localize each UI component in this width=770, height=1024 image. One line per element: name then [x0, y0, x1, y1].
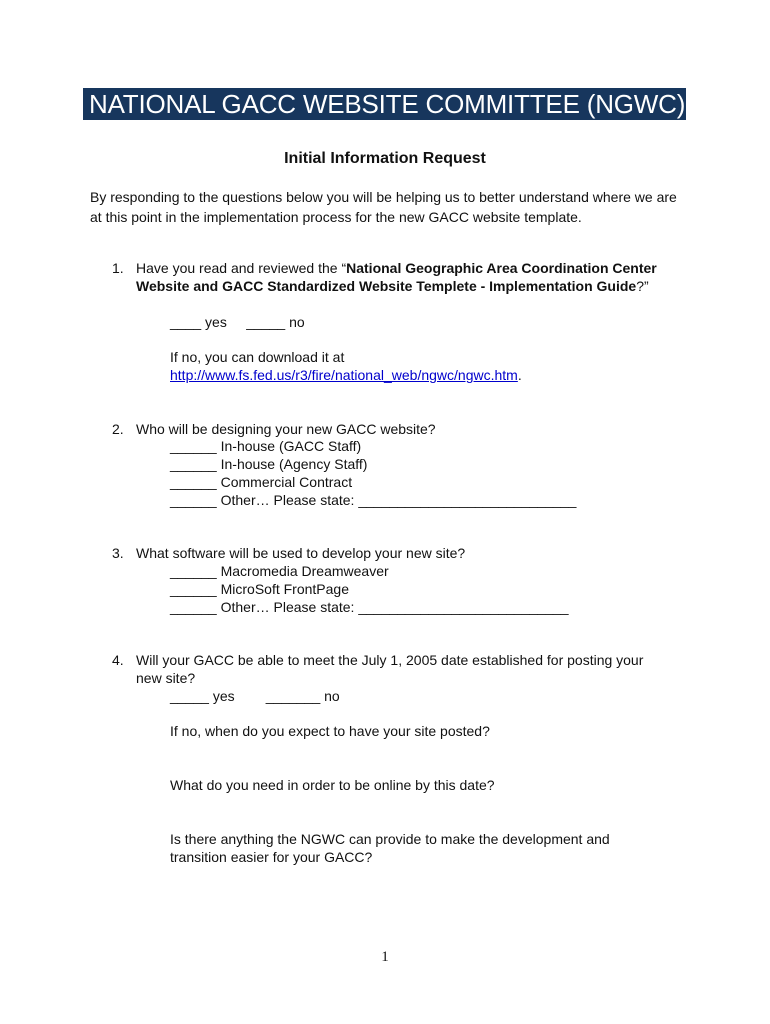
question-4 — [112, 651, 652, 687]
option-line: ______ In-house (GACC Staff) — [170, 438, 362, 454]
question-text: Who will be designing your new GACC website? — [136, 421, 436, 437]
question-1 — [112, 259, 672, 295]
option-line: ______ Macromedia Dreamweaver — [170, 563, 389, 579]
question-text-post: ?” — [636, 278, 649, 294]
yes-no-options: ____ yes _____ no — [170, 314, 305, 330]
link-period: . — [517, 367, 522, 383]
question-3 — [112, 544, 672, 562]
yes-no-options: _____ yes _______ no — [170, 688, 340, 704]
question-number: 1. — [112, 260, 124, 276]
followup-question: Is there anything the NGWC can provide to make the development and transition easier for your GACC? — [170, 831, 610, 865]
question-text-pre: Have you read and reviewed the “ — [136, 260, 347, 276]
question-text — [136, 259, 672, 295]
option-line: ______ In-house (Agency Staff) — [170, 456, 368, 472]
followup-question: If no, when do you expect to have your site posted? — [170, 723, 490, 739]
guide-title: National Geographic Area Coordination Center Website and GACC Standardized Website Templete - Implementation Guide — [136, 260, 657, 294]
question-text: Will your GACC be able to meet the July 1, 2005 date established for posting your new site? — [136, 652, 644, 686]
option-line: ______ MicroSoft FrontPage — [170, 581, 349, 597]
option-line: ______ Commercial Contract — [170, 474, 353, 490]
question-text: What software will be used to develop your new site? — [136, 545, 466, 561]
option-line: ______ Other… Please state: ___________________________ — [170, 599, 569, 615]
option-line: ______ Other… Please state: ____________________________ — [170, 492, 577, 508]
download-text: If no, you can download it at — [170, 349, 345, 365]
question-2 — [112, 420, 672, 438]
committee-banner: NATIONAL GACC WEBSITE COMMITTEE (NGWC) — [83, 88, 686, 120]
download-line — [170, 366, 522, 384]
download-link[interactable]: http://www.fs.fed.us/r3/fire/national_web/ngwc/ngwc.htm — [170, 367, 518, 383]
page-subtitle: Initial Information Request — [284, 150, 486, 167]
question-number: 4. — [112, 652, 124, 668]
page-number: 1 — [381, 949, 389, 965]
intro-paragraph: By responding to the questions below you will be helping us to better understand where we are at this point in the implementation process for the new GACC website template. — [90, 189, 677, 225]
question-number: 3. — [112, 545, 124, 561]
question-number: 2. — [112, 421, 124, 437]
followup-question: What do you need in order to be online by this date? — [170, 777, 495, 793]
